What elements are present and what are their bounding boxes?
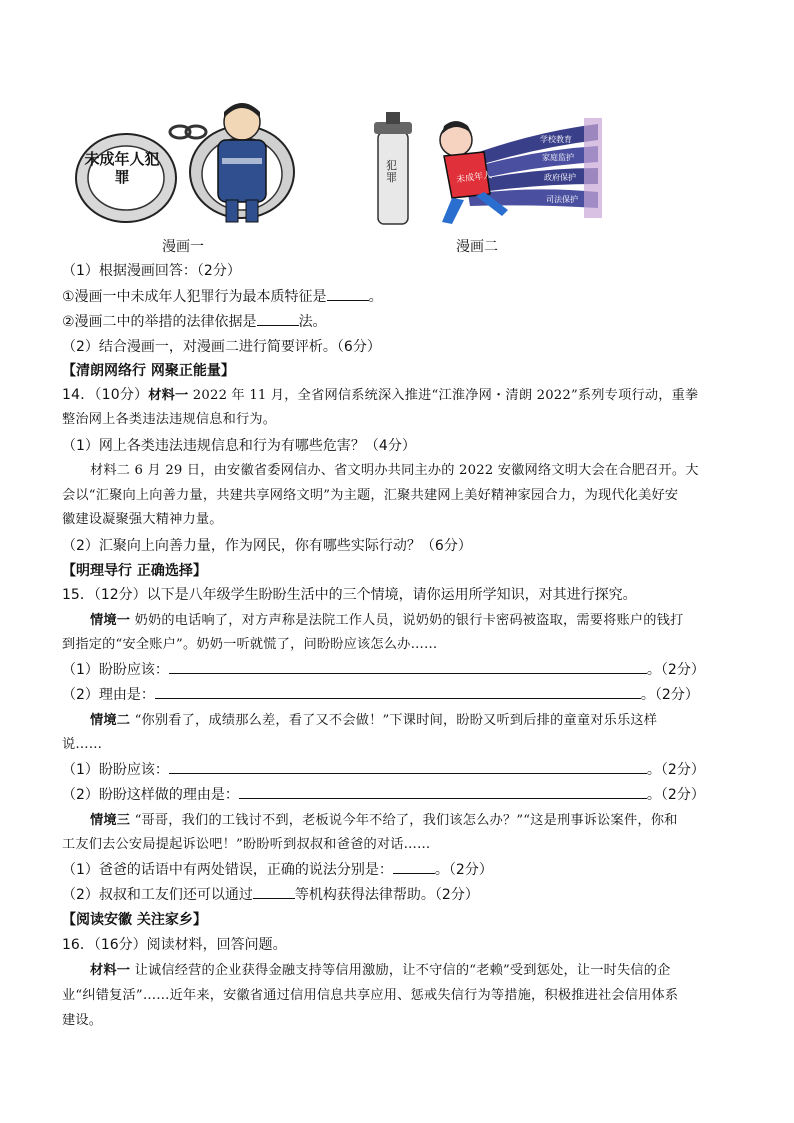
q15-s3-answer2-label: （2）叔叔和工友们还可以通过 xyxy=(62,887,253,903)
cartoon-one-caption: 漫画一 xyxy=(162,239,204,255)
q15-s3-answer1 xyxy=(62,859,493,881)
q15-scenario3-line2: 工友们去公安局提起诉讼吧！”盼盼听到叔叔和爸爸的对话…… xyxy=(62,837,431,852)
q14-question2: （2）汇聚向上向善力量，作为网民，你有哪些实际行动？（6分） xyxy=(62,538,472,554)
q15-s2-answer1-score: 。（2分） xyxy=(646,762,705,778)
q13-part1a xyxy=(62,286,383,308)
q16-material1-line1 xyxy=(90,960,671,982)
q15-heading: 15．（12分）以下是八年级学生盼盼生活中的三个情境，请你运用所学知识，对其进行探究。 xyxy=(62,587,637,603)
cartoon-two-ribbon-3: 政府保护 xyxy=(544,173,576,182)
q15-scenario1-text: 奶奶的电话响了，对方声称是法院工作人员，说奶奶的银行卡密码被盗取，需要将账户的钱打 xyxy=(130,613,684,628)
cartoon-two-ribbon-1: 学校教育 xyxy=(540,135,572,144)
cartoon-two-caption: 漫画二 xyxy=(456,239,498,255)
q14-number: 14．（10分） xyxy=(62,387,149,403)
q15-s3-answer1-score: 。（2分） xyxy=(434,862,493,878)
answer-line[interactable] xyxy=(169,759,647,774)
q14-material2-line2: 会以“汇聚向上向善力量，共建共享网络文明”为主题，汇聚共建网上美好精神家园合力，为现代化美好安 xyxy=(62,488,679,503)
q13-part1b-end: 法。 xyxy=(298,314,327,330)
cartoon-one-label: 未成年人犯罪 xyxy=(84,150,160,186)
q16-heading: 16．（16分）阅读材料，回答问题。 xyxy=(62,937,287,953)
q13-part1a-end: 。 xyxy=(368,289,383,305)
q15-scenario3-text: “哥哥，我们的工钱讨不到，老板说今年不给了，我们该怎么办？”“这是刑事诉讼案件，你和 xyxy=(130,813,678,828)
answer-line[interactable] xyxy=(169,659,647,674)
q13-part1b xyxy=(62,311,327,333)
cartoon-two-ribbon-2: 家庭监护 xyxy=(542,153,574,162)
cartoon-two-shirt-label: 未成年人 xyxy=(455,170,493,186)
q15-s3-answer1-label: （1）爸爸的话语中有两处错误，正确的说法分别是： xyxy=(62,862,393,878)
q15-s2-answer1 xyxy=(62,759,705,781)
q15-s3-answer2-end: 等机构获得法律帮助。（2分） xyxy=(294,887,479,903)
answer-blank[interactable] xyxy=(327,286,369,301)
q14-material1-text: 2022 年 11 月，全省网信系统深入推进“江淮净网・清朗 2022”系列专项行动，重拳 xyxy=(188,388,699,403)
q15-scenario2-line2: 说…… xyxy=(62,737,103,752)
section-heading-network: 【清朗网络行 网聚正能量】 xyxy=(62,363,235,379)
q15-s2-answer2-score: 。（2分） xyxy=(646,787,705,803)
q15-s1-answer2-label: （2）理由是： xyxy=(62,687,155,703)
q16-material1-label: 材料一 xyxy=(90,963,131,978)
answer-blank[interactable] xyxy=(257,311,299,326)
q13-part1: （1）根据漫画回答：（2分） xyxy=(62,263,241,279)
q15-scenario2-text: “你别看了，成绩那么差，看了又不会做！”下课时间，盼盼又听到后排的童童对乐乐这样 xyxy=(130,713,658,728)
q14-question1: （1）网上各类违法违规信息和行为有哪些危害？（4分） xyxy=(62,438,416,454)
q13-part2: （2）结合漫画一，对漫画二进行简要评析。（6分） xyxy=(62,339,381,355)
cartoon-two-sword-label: 犯罪 xyxy=(386,159,397,184)
q16-material1-line3: 建设。 xyxy=(62,1013,103,1028)
q15-s2-answer1-label: （1）盼盼应该： xyxy=(62,762,169,778)
answer-line[interactable] xyxy=(155,684,641,699)
section-heading-anhui: 【阅读安徽 关注家乡】 xyxy=(62,912,207,928)
q15-scenario1-label: 情境一 xyxy=(90,613,131,628)
q15-s1-answer2 xyxy=(62,684,699,706)
q15-s2-answer2-label: （2）盼盼这样做的理由是： xyxy=(62,787,239,803)
q14-material1-line1 xyxy=(62,384,698,407)
q13-part1b-text: ②漫画二中的举措的法律依据是 xyxy=(62,314,257,330)
q15-s1-answer1-score: 。（2分） xyxy=(646,662,705,678)
q15-s1-answer2-score: 。（2分） xyxy=(640,687,699,703)
answer-blank[interactable] xyxy=(393,859,435,874)
q15-s2-answer2 xyxy=(62,784,705,806)
q14-material1-line2: 整治网上各类违法违规信息和行为。 xyxy=(62,412,277,427)
q13-part1a-text: ①漫画一中未成年人犯罪行为最本质特征是 xyxy=(62,289,327,305)
answer-blank[interactable] xyxy=(253,884,295,899)
q15-scenario3-line1 xyxy=(90,810,678,832)
q15-scenario2-label: 情境二 xyxy=(90,713,131,728)
q16-material1-line2: 业“纠错复活”……近年来，安徽省通过信用信息共享应用、惩戒失信行为等措施，积极推进社会信用体系 xyxy=(62,988,679,1003)
q15-scenario1-line2: 到指定的“安全账户”。奶奶一听就慌了，问盼盼应该怎么办…… xyxy=(62,637,438,652)
q15-s3-answer2 xyxy=(62,884,479,906)
q14-material2-line3: 徽建设凝聚强大精神力量。 xyxy=(62,512,223,527)
section-heading-choice: 【明理导行 正确选择】 xyxy=(62,563,207,579)
q15-s1-answer1 xyxy=(62,659,705,681)
q15-scenario2-line1 xyxy=(90,710,657,732)
q14-material1-label: 材料一 xyxy=(148,388,189,403)
cartoon-two-ribbon-4: 司法保护 xyxy=(546,195,578,204)
q15-scenario1-line1 xyxy=(90,610,683,632)
q14-material2-line1: 材料二 6 月 29 日，由安徽省委网信办、省文明办共同主办的 2022 安徽网络文明大会在合肥召开。大 xyxy=(90,463,699,478)
q16-material1-text: 让诚信经营的企业获得金融支持等信用激励，让不守信的“老赖”受到惩处，让一时失信的企 xyxy=(130,963,671,978)
answer-line[interactable] xyxy=(239,784,647,799)
q15-s1-answer1-label: （1）盼盼应该： xyxy=(62,662,169,678)
q15-scenario3-label: 情境三 xyxy=(90,813,131,828)
